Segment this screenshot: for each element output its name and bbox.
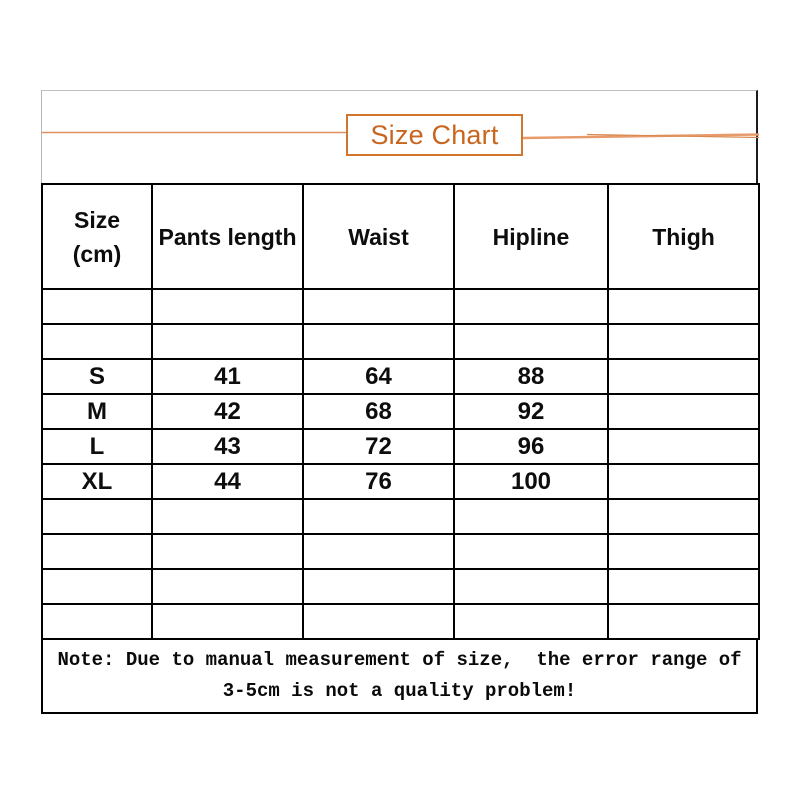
value-cell [608,569,759,604]
value-cell [303,534,454,569]
size-label-cell: M [42,394,152,429]
col-header-size-line2: (cm) [72,240,122,267]
col-header-pants-length: Pants length [152,184,303,289]
value-cell [608,394,759,429]
value-cell [152,534,303,569]
note-box [41,640,758,714]
col-header-size [42,184,152,289]
value-cell [608,324,759,359]
size-chart-title: Size Chart [370,119,499,150]
table-row-m [42,394,759,429]
table-row-xl [42,464,759,499]
title-band [41,90,758,183]
value-cell: 64 [303,359,454,394]
size-table [41,183,760,640]
value-cell [608,289,759,324]
value-cell [454,604,608,639]
table-row-s [42,359,759,394]
note-line-2: 3-5cm is not a quality problem! [222,680,577,702]
table-row-l [42,429,759,464]
col-header-waist: Waist [303,184,454,289]
value-cell: 72 [303,429,454,464]
table-row [42,324,759,359]
value-cell: 92 [454,394,608,429]
header-row [42,184,759,289]
value-cell: 88 [454,359,608,394]
value-cell: 43 [152,429,303,464]
value-cell [303,569,454,604]
table-row [42,534,759,569]
value-cell [608,359,759,394]
value-cell [303,324,454,359]
size-chart-title-box [346,114,523,156]
value-cell [454,534,608,569]
note-line-1: Note: Due to manual measurement of size, the error range of [57,649,742,671]
value-cell [152,499,303,534]
size-label-cell [42,569,152,604]
col-header-size-line1: Size [73,206,121,233]
value-cell [454,499,608,534]
value-cell [454,289,608,324]
table-row [42,499,759,534]
size-label-cell [42,289,152,324]
col-header-thigh: Thigh [608,184,759,289]
value-cell: 96 [454,429,608,464]
value-cell [608,429,759,464]
value-cell [152,604,303,639]
table-row [42,569,759,604]
value-cell [608,499,759,534]
value-cell [454,324,608,359]
value-cell [608,464,759,499]
size-chart-panel [41,90,758,714]
value-cell [303,289,454,324]
value-cell: 68 [303,394,454,429]
size-label-cell: L [42,429,152,464]
value-cell [454,569,608,604]
col-header-hipline: Hipline [454,184,608,289]
table-row [42,604,759,639]
value-cell: 76 [303,464,454,499]
value-cell: 42 [152,394,303,429]
value-cell [303,499,454,534]
value-cell [303,604,454,639]
size-label-cell [42,324,152,359]
table-row [42,289,759,324]
value-cell [152,289,303,324]
size-label-cell: S [42,359,152,394]
value-cell [152,324,303,359]
value-cell [608,604,759,639]
value-cell: 41 [152,359,303,394]
size-label-cell: XL [42,464,152,499]
size-label-cell [42,534,152,569]
value-cell [152,569,303,604]
value-cell: 100 [454,464,608,499]
value-cell [608,534,759,569]
value-cell: 44 [152,464,303,499]
size-label-cell [42,499,152,534]
size-label-cell [42,604,152,639]
